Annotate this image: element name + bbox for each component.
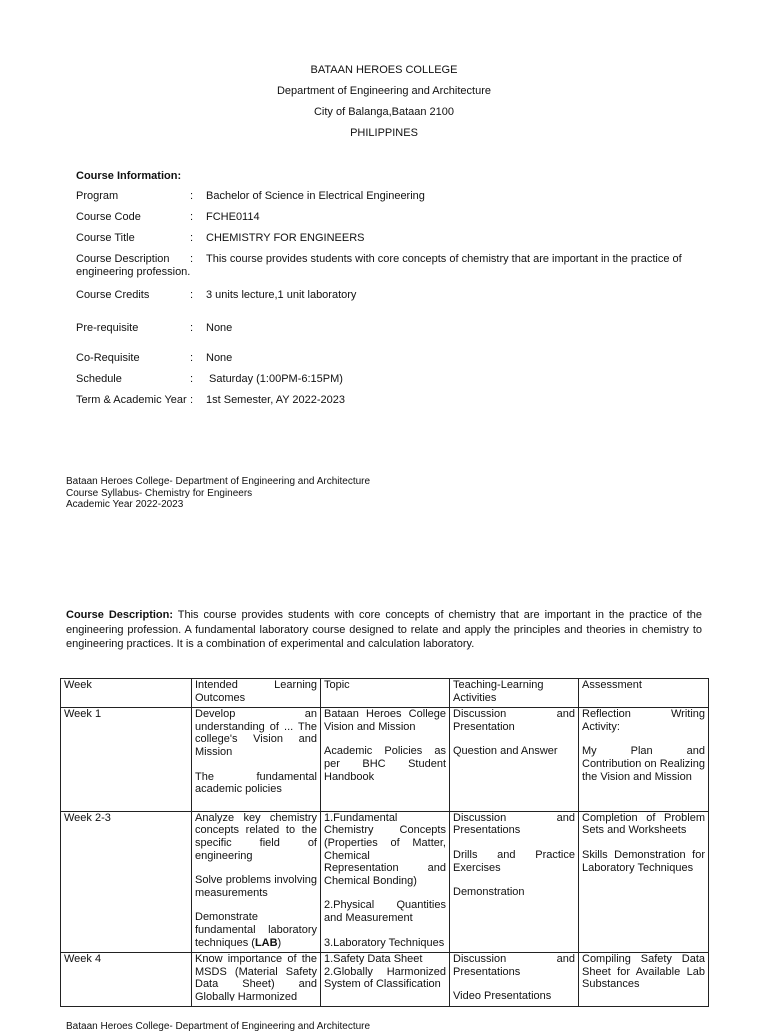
activity-item: Discussion and Presentation — [453, 708, 575, 733]
info-colon: : — [190, 190, 194, 202]
outcome-item: Solve problems involving measurements — [195, 874, 317, 899]
info-value: None — [206, 322, 233, 334]
topic-item: 3.Laboratory Techniques — [324, 936, 445, 949]
outcomes-cell — [192, 811, 321, 952]
info-label: Course Code — [76, 211, 141, 223]
outcomes-cell — [192, 953, 321, 1007]
footer-line: Academic Year 2022-2023 — [66, 499, 184, 510]
activities-cell — [450, 708, 579, 812]
assessment-item: Compiling Safety Data Sheet for Available Lab Substances — [582, 953, 705, 991]
table-row — [61, 811, 709, 952]
course-description-paragraph — [66, 608, 702, 652]
assessment-item: Skills Demonstration for Laboratory Techniques — [582, 848, 705, 874]
document-header — [0, 60, 768, 144]
info-value: 3 units lecture,1 unit laboratory — [206, 289, 357, 301]
info-colon: : — [190, 322, 194, 334]
course-information-heading: Course Information: — [76, 170, 182, 182]
course-description-label: Course Description: — [66, 609, 174, 621]
info-value: This course provides students with core concepts of chemistry that are important in the practice of — [206, 253, 682, 265]
info-label: Course Description — [76, 253, 170, 265]
info-colon: : — [190, 373, 194, 385]
info-colon: : — [190, 289, 194, 301]
outcome-item: Analyze key chemistry concepts related to the specific field of engineering — [195, 811, 317, 862]
info-value: 1st Semester, AY 2022-2023 — [206, 394, 346, 406]
syllabus-table — [60, 678, 709, 1007]
activity-item: Discussion and Presentations — [453, 811, 575, 837]
info-value-continued: engineering profession. — [76, 266, 191, 278]
info-colon: : — [190, 211, 194, 223]
topic-item: Academic Policies as per BHC Student Handbook — [324, 745, 446, 783]
lab-tag: LAB — [254, 936, 278, 949]
info-colon: : — [190, 232, 194, 244]
outcome-item: Demonstrate fundamental laboratory techniques (LAB) — [195, 911, 317, 949]
footer-line: Bataan Heroes College- Department of Engineering and Architecture — [66, 476, 371, 487]
assessment-item: Completion of Problem Sets and Worksheets — [582, 811, 705, 837]
assessment-cell — [579, 708, 709, 812]
course-description-text: This course provides students with core concepts of chemistry that are important in the practice of the engineering profession. A fundamental laboratory course designed to relate and apply the principles and theories in chemistry to engineering practices. It is a combination of experimental and calculation laboratory. — [66, 609, 702, 650]
info-label: Course Title — [76, 232, 135, 244]
week-cell: Week 1 — [61, 708, 192, 812]
info-label: Schedule — [76, 373, 122, 385]
info-label: Course Credits — [76, 289, 150, 301]
outcome-item: Develop an understanding of ... The college's Vision and Mission — [195, 708, 317, 758]
next-page-footer: Bataan Heroes College- Department of Engineering and Architecture — [66, 1021, 371, 1032]
info-label: Co-Requisite — [76, 352, 140, 364]
week-cell: Week 4 — [61, 953, 192, 1007]
assessment-item: My Plan and Contribution on Realizing the Vision and Mission — [582, 745, 705, 783]
info-colon: : — [190, 352, 194, 364]
info-value: None — [206, 352, 233, 364]
outcome-item: The fundamental academic policies — [195, 770, 317, 796]
header-activities: Teaching-Learning Activities — [450, 679, 579, 708]
topic-item: 1.Safety Data Sheet — [324, 953, 423, 966]
table-header-row — [61, 679, 709, 708]
footer-line: Course Syllabus- Chemistry for Engineers — [66, 487, 253, 499]
activity-item: Question and Answer — [453, 745, 558, 758]
activity-item: Video Presentations — [453, 990, 552, 1003]
assessment-item: Reflection Writing Activity: — [582, 708, 705, 733]
topic-item: 2.Physical Quantities and Measurement — [324, 899, 446, 924]
college-address: City of Balanga,Bataan 2100 — [313, 106, 455, 118]
header-assessment: Assessment — [579, 679, 709, 708]
activity-item: Drills and Practice Exercises — [453, 848, 575, 874]
department-name: Department of Engineering and Architecture — [276, 85, 492, 97]
topic-cell — [321, 708, 450, 812]
outcome-item: Know importance of the MSDS (Material Safety Data Sheet) and Globally Harmonized — [195, 953, 317, 1002]
assessment-cell — [579, 811, 709, 952]
info-value: Saturday (1:00PM-6:15PM) — [206, 373, 343, 385]
header-week: Week — [61, 679, 192, 708]
info-value: CHEMISTRY FOR ENGINEERS — [206, 232, 365, 244]
activities-cell — [450, 953, 579, 1007]
college-name: BATAAN HEROES COLLEGE — [310, 64, 458, 76]
info-label: Term & Academic Year — [76, 394, 187, 406]
info-colon: : — [190, 394, 194, 406]
info-value: Bachelor of Science in Electrical Engineering — [206, 190, 425, 202]
page-footer — [66, 476, 370, 511]
header-topic: Topic — [321, 679, 450, 708]
college-country: PHILIPPINES — [350, 127, 418, 139]
topic-cell — [321, 811, 450, 952]
header-outcomes: Intended Learning Outcomes — [192, 679, 321, 708]
topic-cell — [321, 953, 450, 1007]
assessment-cell — [579, 953, 709, 1007]
info-label: Program — [76, 190, 119, 202]
topic-item: 2.Globally Harmonized System of Classification — [324, 965, 446, 991]
table-row — [61, 953, 709, 1007]
info-label: Pre-requisite — [76, 322, 139, 334]
table-row — [61, 708, 709, 812]
info-colon: : — [190, 253, 194, 265]
info-value: FCHE0114 — [206, 211, 260, 223]
week-cell: Week 2-3 — [61, 811, 192, 952]
topic-item: Bataan Heroes College Vision and Mission — [324, 708, 446, 733]
outcomes-cell — [192, 708, 321, 812]
activity-item: Demonstration — [453, 886, 525, 899]
topic-item: 1.Fundamental Chemistry Concepts (Properties of Matter, Chemical Representation and Chemical Bonding) — [324, 811, 446, 887]
activity-item: Discussion and Presentations — [453, 953, 575, 978]
activities-cell — [450, 811, 579, 952]
